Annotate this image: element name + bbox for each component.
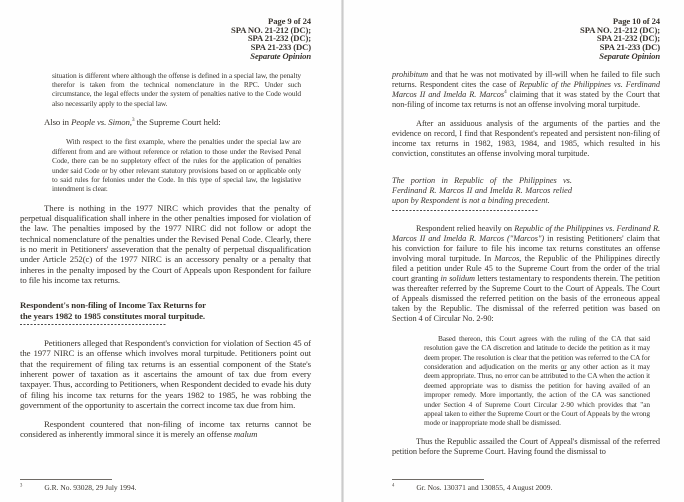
text-segment: The portion in Republic of the Philippines vs. Ferdinand R. Marcos II and Imelda R. Marcos relied upon by Respondent is not a binding precedent. xyxy=(392,175,572,206)
text-segment: There is nothing in the 1977 NIRC which provides that the penalty of perpetual disqualification shall inhere in the other penalties imposed for violation of the law. The penalties imposed by the 1977 NIRC did not follow or adopt the technical nomenclature of the penalties under the Revised Penal Code. Clearly, there is no merit in Petitioners' asseveration that the penalty of perpetual disqualification under Article 252(c) of the 1977 NIRC is an accessory penalty or a penalty that inheres in the penalty imposed by the Court of Appeals upon Respondent for failure to file his income tax returns. xyxy=(20,202,311,285)
footnote xyxy=(392,479,644,492)
text-block-para xyxy=(20,419,311,440)
case-number: SPA 21-232 (DC); xyxy=(247,33,311,44)
footnote-ref: 4 xyxy=(504,88,507,95)
dashed-rule xyxy=(20,324,166,325)
footnote-separator xyxy=(20,479,112,480)
text-segment: Republic of the Philippines vs. Ferdinand Marcos II and Imelda R. Marcos xyxy=(392,79,660,99)
text-segment: Respondent relied heavily on xyxy=(416,223,515,233)
opinion-title: Separate Opinion xyxy=(599,50,660,61)
page-9 xyxy=(0,0,341,502)
footnote-line xyxy=(20,483,301,492)
text-block-para xyxy=(20,117,311,127)
page-number-label: Page 10 of 24 xyxy=(612,16,660,26)
text-segment: Respondent countered that non-filing of income tax returns cannot be considered as inherently immoral since it is merely an offense xyxy=(20,419,311,440)
text-segment: claiming that it was stated by the Court that non-filing of income tax returns is not an offense involving moral turpitude. xyxy=(392,89,661,109)
text-segment: letters testamentary to respondents therein. The petition was thereafter referred by the Supreme Court to the Court of Appeals. The Court of Appeals dismissed the referred petition on the basis of the erroneous appeal taken by the Republic. The dismissal of the referred petition was based on Section 4 of Circular No. 2-90: xyxy=(392,273,660,323)
text-segment: Also in xyxy=(44,117,72,128)
text-segment: With respect to the first example, where the penalties under the special law are different from and are without reference or relation to those under the Revised Penal Code, there can be no suppletory effect of the rules for the application of penalties under said Code or by other relevant statutory provisions based on or applicable only to said rules for felonies under the Code. In this type of special law, the legislative intendment is clear. xyxy=(52,137,301,194)
text-segment: Republic of the Philippines vs. Ferdinand R. Marcos II and Imelda R. Marcos ("Marcos") xyxy=(392,223,660,243)
page-10 xyxy=(344,0,684,502)
page-number-label: Page 9 of 24 xyxy=(268,16,311,26)
case-number: SPA 21-232 (DC); xyxy=(596,33,660,44)
text-segment: any other action as it may deem appropriate. Thus, no error can be attributed to the CA when the action it deemed appropriate was to dismiss the petition for having availed of an improper remedy. More importantly, the action of the CA was sanctioned under Section 4 of Supreme Court Circular 2-90 which provides that "an appeal taken to either the Supreme Court or the Court of Appeals by the wrong mode or inappropriate mode shall be dismissed. xyxy=(424,361,650,428)
text-segment: prohibitum xyxy=(392,69,429,79)
text-block-para xyxy=(392,119,660,159)
text-segment: in resisting Petitioners' claim that his conviction for failure to file his income tax returns constitutes an offense involving moral turpitude. In xyxy=(392,233,660,263)
text-segment: Thus the Republic assailed the Court of Appeal's dismissal of the referred petition before the Supreme Court. Having found the dismissal to xyxy=(392,436,660,456)
footnote-citation: Gr. Nos. 130371 and 130855, 4 August 2009. xyxy=(416,483,553,492)
text-segment: in solidum xyxy=(440,273,476,283)
text-segment: People vs. Simon, xyxy=(71,117,132,128)
text-block-para xyxy=(20,203,311,285)
footnote-citation: G.R. No. 93028, 29 July 1994. xyxy=(44,483,137,492)
case-number: SPA 21-233 (DC) xyxy=(599,42,660,53)
case-number: SPA NO. 21-212 (DC); xyxy=(580,24,660,35)
text-block-para xyxy=(392,70,660,110)
footnote-marker: 4 xyxy=(392,483,395,489)
text-segment: Respondent's non-filing of Income Tax Returns for the years 1982 to 1985 constitutes moral turpitude. xyxy=(20,300,206,321)
page-body xyxy=(20,71,311,440)
footnote xyxy=(20,479,301,492)
text-segment: or xyxy=(560,361,567,371)
page-body xyxy=(392,70,660,457)
text-block-heading-bold xyxy=(20,300,206,321)
footnote-separator xyxy=(392,479,484,480)
text-segment: Based thereon, this Court agrees with the ruling of the CA that said resolution gave the CA discretion and latitude to decide the petition as it may deem proper. The resolution is clear that the petition was referred to the CA for consideration and adjudication on the merits xyxy=(424,333,650,371)
opinion-title: Separate Opinion xyxy=(250,50,311,61)
text-segment: After an assiduous analysis of the arguments of the parties and the evidence on record, I find that Respondent's repeated and persistent non-filing of income tax returns in 1982, 1983, 1984, and 1985, which resulted in his conviction, constitutes an offense involving moral turpitude. xyxy=(392,118,660,158)
page-header xyxy=(20,17,311,61)
text-block-quote xyxy=(52,71,301,109)
text-segment: malum xyxy=(233,429,258,440)
dashed-rule xyxy=(392,210,538,211)
text-segment: Petitioners alleged that Respondent's conviction for violation of Section 45 of the 1977 NIRC is an offense which involves moral turpitude. Petitioners point out that the requirement of filing tax returns is an essential component of the State's inherent power of taxation as it ascertains the amount of tax due from every taxpayer. Thus, according to Petitioners, when Respondent decided to evade his duty of filing his income tax returns for the years 1982 to 1985, he was robbing the government of the opportunity to ascertain the correct income tax due from him. xyxy=(20,338,311,410)
text-block-para xyxy=(392,224,660,324)
text-segment: the Republic of the Philippines directly filed a petition under Rule 45 to the Supreme Court from the order of the trial court granting xyxy=(392,253,660,283)
text-block-quote xyxy=(424,334,650,428)
text-segment: and that he was not motivated by ill-will when he failed to file such returns. Respondent cites the case of xyxy=(392,69,660,89)
footnote-marker: 3 xyxy=(20,483,23,489)
footnote-ref: 3 xyxy=(131,117,135,124)
case-number: SPA 21-233 (DC) xyxy=(250,42,311,53)
text-segment: the Supreme Court held: xyxy=(134,117,221,128)
text-block-para xyxy=(392,437,660,457)
text-segment: situation is different where although the offense is defined in a special law, the penalty therefor is taken from the technical nomenclature in the RPC. Under such circumstance, the legal effects under the system of penalties native to the Code would also necessarily apply to the special law. xyxy=(52,70,301,108)
case-number: SPA NO. 21-212 (DC); xyxy=(231,24,311,35)
text-segment: Marcos, xyxy=(494,253,522,263)
text-block-quote xyxy=(52,137,301,193)
text-block-para xyxy=(20,338,311,410)
footnote-line xyxy=(392,483,644,492)
text-block-heading-italic xyxy=(392,176,572,207)
page-header xyxy=(392,17,660,61)
